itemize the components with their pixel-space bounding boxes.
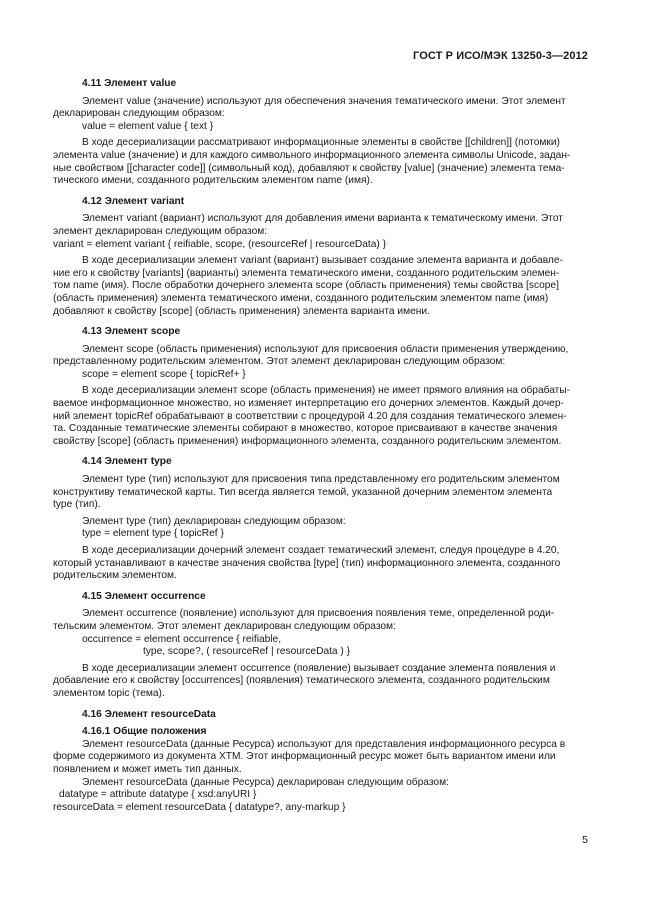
paragraph — [53, 96, 590, 134]
text-line: В ходе десериализации рассматривают информационные элементы в свойстве [[children]] (потомки) — [82, 137, 560, 149]
paragraph — [53, 344, 590, 382]
code-declaration: type, scope?, ( resourceRef | resourceData ) } — [143, 646, 351, 658]
text-line: В ходе десериализации элемент variant (вариант) вызывает создание элемента варианта и добавле- — [82, 255, 563, 267]
text-line: ные свойством [[character code]] (символьный код), добавляют к свойству [value] (значение) элемента тема- — [53, 162, 565, 174]
section-4-14 — [53, 456, 590, 582]
text-line: Элемент type (тип) используют для присвоения типа представленному его родительским элементом — [82, 474, 560, 486]
section-heading: 4.14 Элемент type — [82, 456, 172, 468]
text-line: тельским элементом. Этот элемент декларирован следующим образом: — [53, 620, 396, 632]
paragraph — [53, 545, 590, 583]
paragraph — [53, 385, 590, 448]
page-number: 5 — [582, 834, 588, 846]
code-declaration: value = element value { text } — [82, 120, 214, 132]
paragraph — [53, 608, 590, 658]
text-line: форме содержимого из документа XTM. Этот информационный ресурс может быть вариантом имени или — [53, 751, 556, 763]
text-line: ний элемент topicRef обрабатывают в соответствии с процедурой 4.20 для создания тематического элемен- — [53, 410, 567, 422]
text-line: элементом topic (тема). — [53, 687, 165, 699]
standard-header: ГОСТ Р ИСО/МЭК 13250-3—2012 — [413, 50, 588, 62]
page-content — [53, 78, 590, 822]
section-4-15 — [53, 591, 590, 701]
code-declaration: occurrence = element occurrence { reifiable, — [82, 633, 282, 645]
section-heading: 4.12 Элемент variant — [82, 195, 185, 207]
text-line: добавляют к свойству [scope] (область применения) элемента варианта имени. — [53, 305, 430, 317]
paragraph — [53, 663, 590, 701]
text-line: Элемент value (значение) используют для обеспечения значения тематического имени. Этот элемент — [82, 95, 566, 107]
text-line: декларирован следующим образом: — [53, 108, 225, 120]
text-line: появлением и может иметь тип данных. — [53, 763, 242, 775]
text-line: type (тип). — [53, 499, 101, 511]
code-declaration: scope = element scope { topicRef+ } — [82, 368, 246, 380]
code-declaration: datatype = attribute datatype { xsd:anyURI } — [59, 789, 257, 801]
paragraph — [53, 213, 590, 251]
text-line: конструктиву тематической карты. Тип всегда является темой, указанной дочерним элементом элемента — [53, 486, 553, 498]
text-line: Элемент variant (вариант) используют для добавления имени варианта к тематическому имени. Этот — [82, 213, 563, 225]
text-line: представленному родительским элементом. Этот элемент декларирован следующим образом: — [53, 356, 506, 368]
text-line: элемента value (значение) и для каждого символьного информационного элемента символы Unicode, задан- — [53, 149, 571, 161]
text-line: Элемент occurrence (появление) используют для присвоения появления теме, определенной роди- — [82, 608, 555, 620]
text-line: который устанавливают в качестве значения свойства [type] (тип) информационного элемента, созданного — [53, 557, 561, 569]
text-line: Элемент scope (область применения) используют для присвоения области применения утверждению, — [82, 343, 569, 355]
text-line: добавление его к свойству [occurrences] (появления) тематического элемента, созданного родительским — [53, 675, 550, 687]
paragraph — [53, 255, 590, 318]
text-line: В ходе десериализации дочерний элемент создает тематический элемент, следуя процедуре в 4.20, — [82, 545, 560, 556]
text-line: (область применения) элемента тематического имени, созданного родительским элементом name (имя) — [53, 292, 549, 304]
text-line: свойству [scope] (область применения) информационного элемента, созданного родительским элементом. — [53, 435, 562, 447]
code-declaration: type = element type { topicRef } — [82, 528, 224, 540]
code-declaration: resourceData = element resourceData { datatype?, any-markup } — [53, 801, 346, 813]
text-line: тического имени, созданного родительским элементом name (имя). — [53, 175, 373, 187]
section-4-13 — [53, 326, 590, 448]
paragraph — [53, 739, 590, 777]
code-declaration: variant = element variant { reifiable, scope, (resourceRef | resourceData) } — [53, 238, 387, 250]
section-heading: 4.13 Элемент scope — [82, 326, 181, 338]
paragraph — [53, 137, 590, 187]
section-4-12 — [53, 196, 590, 318]
section-heading: 4.15 Элемент occurrence — [82, 590, 206, 602]
paragraph — [53, 516, 590, 541]
text-line: элемент декларирован следующим образом: — [53, 225, 268, 237]
text-line: ваемое информационное множество, но изменяет интерпретацию его дочерних элементов. Каждый дочер- — [53, 398, 564, 410]
section-heading: 4.16 Элемент resourceData — [82, 708, 216, 720]
section-heading: 4.11 Элемент value — [82, 78, 177, 89]
text-line: Элемент resourceData (данные Ресурса) декларирован следующим образом: — [82, 776, 449, 788]
text-line: та. Созданные тематические элементы собирают в множество, которое присваивают в качестве значения — [53, 423, 558, 435]
subsection-heading: 4.16.1 Общие положения — [82, 726, 207, 738]
text-line: В ходе десериализации элемент scope (область применения) не имеет прямого влияния на обрабаты- — [82, 385, 571, 397]
section-4-11 — [53, 78, 590, 188]
text-line: том name (имя). После обработки дочернего элемента scope (область применения) темы свойства [scope] — [53, 280, 559, 292]
paragraph — [53, 474, 590, 512]
text-line: В ходе десериализации элемент occurrence (появление) вызывает создание элемента появления и — [82, 662, 556, 674]
paragraph — [53, 777, 590, 815]
section-4-16 — [53, 709, 590, 815]
text-line: ние его к свойству [variants] (варианты) элемента тематического имени, созданного родительским элемен- — [53, 267, 560, 279]
text-line: родительским элементом. — [53, 570, 177, 582]
text-line: Элемент type (тип) декларирован следующим образом: — [82, 515, 346, 527]
text-line: Элемент resourceData (данные Ресурса) используют для представления информационного ресурса в — [82, 738, 566, 750]
